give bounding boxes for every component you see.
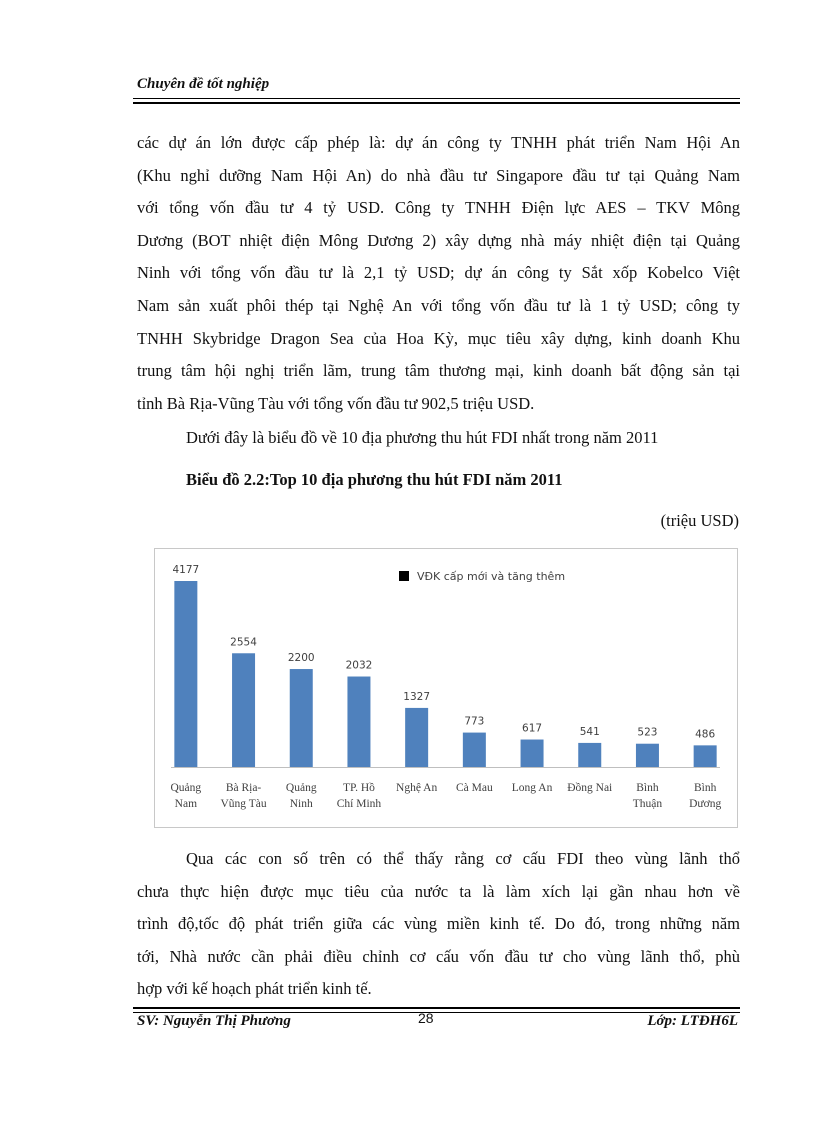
- paragraph-line: chưa thực hiện được mục tiêu của nước ta là làm xích lại gần nhau hơn về: [137, 881, 740, 901]
- paragraph-line: (Khu nghỉ dưỡng Nam Hội An) do nhà đầu tư Singapore đầu tư tại Quảng Nam: [137, 165, 740, 185]
- footer-rule-thick: [133, 1007, 740, 1009]
- paragraph-line: TNHH Skybridge Dragon Sea của Hoa Kỳ, mục tiêu xây dựng, kinh doanh Khu: [137, 328, 740, 348]
- bar-3: [347, 677, 370, 767]
- paragraph-line: trình độ,tốc độ phát triển giữa các vùng miền kinh tế. Do đó, trong những năm: [137, 914, 740, 934]
- category-label-1-1: Vũng Tàu: [220, 798, 267, 810]
- bar-chart: [155, 549, 737, 827]
- bar-1: [232, 653, 255, 767]
- category-label-8-0: Bình: [636, 782, 659, 794]
- chart-unit-label: (triệu USD): [660, 511, 739, 530]
- chart-frame: [154, 548, 738, 828]
- legend-marker: [399, 571, 409, 581]
- paragraph-line: các dự án lớn được cấp phép là: dự án công ty TNHH phát triển Nam Hội An: [137, 133, 740, 152]
- header-rule-thick: [133, 102, 740, 104]
- data-label-1: 2554: [230, 636, 257, 649]
- category-label-0-0: Quảng: [170, 782, 202, 794]
- category-label-4-0: Nghệ An: [396, 782, 438, 794]
- category-label-0-1: Nam: [174, 798, 198, 810]
- category-label-5-0: Cà Mau: [455, 782, 493, 794]
- header-rule-thin: [133, 98, 740, 99]
- category-label-2-1: Ninh: [289, 798, 313, 810]
- chart-intro-text: Dưới đây là biểu đồ về 10 địa phương thu hút FDI nhất trong năm 2011: [186, 428, 659, 447]
- category-label-3-1: Chí Minh: [336, 798, 382, 810]
- paragraph-conclusion: [137, 843, 740, 1006]
- data-label-5: 773: [464, 715, 485, 728]
- data-label-6: 617: [522, 722, 543, 735]
- data-label-7: 541: [579, 725, 600, 738]
- category-label-7-0: Đồng Nai: [567, 782, 613, 794]
- paragraph-projects: [137, 127, 740, 420]
- bar-2: [290, 669, 313, 767]
- category-label-9-1: Dương: [689, 798, 722, 810]
- paragraph-line: Ninh với tổng vốn đầu tư là 2,1 tỷ USD; dự án công ty Sắt xốp Kobelco Việt: [137, 263, 740, 283]
- page-header-title: Chuyên đề tốt nghiệp: [137, 76, 270, 92]
- category-label-2-0: Quảng: [285, 782, 317, 794]
- chart-caption: Biểu đồ 2.2:Top 10 địa phương thu hút FDI năm 2011: [186, 470, 563, 489]
- category-label-1-0: Bà Rịa-: [225, 782, 262, 794]
- bar-6: [521, 740, 544, 767]
- category-label-6-0: Long An: [511, 782, 553, 794]
- paragraph-line: Nam sản xuất phôi thép tại Nghệ An với tổng vốn đầu tư là 1 tỷ USD; công ty: [137, 295, 740, 315]
- category-label-3-0: TP. Hồ: [342, 782, 375, 794]
- bar-9: [694, 745, 717, 767]
- bar-7: [578, 743, 601, 767]
- footer-page-number: 28: [418, 1010, 434, 1026]
- data-label-3: 2032: [345, 659, 373, 672]
- paragraph-line: tỉnh Bà Rịa-Vũng Tàu với tổng vốn đầu tư 902,5 triệu USD.: [137, 393, 535, 413]
- legend-label: VĐK cấp mới và tăng thêm: [417, 570, 566, 583]
- data-label-9: 486: [695, 728, 716, 741]
- footer-class-label: Lớp: LTĐH6L: [647, 1013, 738, 1029]
- category-label-9-0: Bình: [693, 782, 717, 794]
- data-label-2: 2200: [287, 652, 315, 665]
- footer-student-name: SV: Nguyễn Thị Phương: [137, 1013, 291, 1029]
- bar-5: [463, 733, 486, 767]
- bar-0: [174, 581, 197, 767]
- bar-8: [636, 744, 659, 767]
- paragraph-line: tới, Nhà nước cần phải điều chỉnh cơ cấu vốn đầu tư cho vùng lãnh thổ, phù: [137, 946, 740, 966]
- paragraph-line: Qua các con số trên có thể thấy rằng cơ cấu FDI theo vùng lãnh thổ: [186, 849, 740, 868]
- paragraph-line: trung tâm hội nghị triển lãm, trung tâm thương mại, kinh doanh bất động sản tại: [137, 361, 740, 381]
- data-label-4: 1327: [403, 690, 431, 703]
- category-label-8-1: Thuận: [632, 798, 663, 810]
- paragraph-line: Dương (BOT nhiệt điện Mông Dương 2) xây dựng nhà máy nhiệt điện tại Quảng: [137, 230, 740, 250]
- bar-4: [405, 708, 428, 767]
- paragraph-line: với tổng vốn đầu tư 4 tỷ USD. Công ty TNHH Điện lực AES – TKV Mông: [137, 198, 740, 218]
- data-label-8: 523: [637, 726, 658, 739]
- data-label-0: 4177: [172, 564, 200, 576]
- paragraph-line: hợp với kế hoạch phát triển kinh tế.: [137, 979, 372, 999]
